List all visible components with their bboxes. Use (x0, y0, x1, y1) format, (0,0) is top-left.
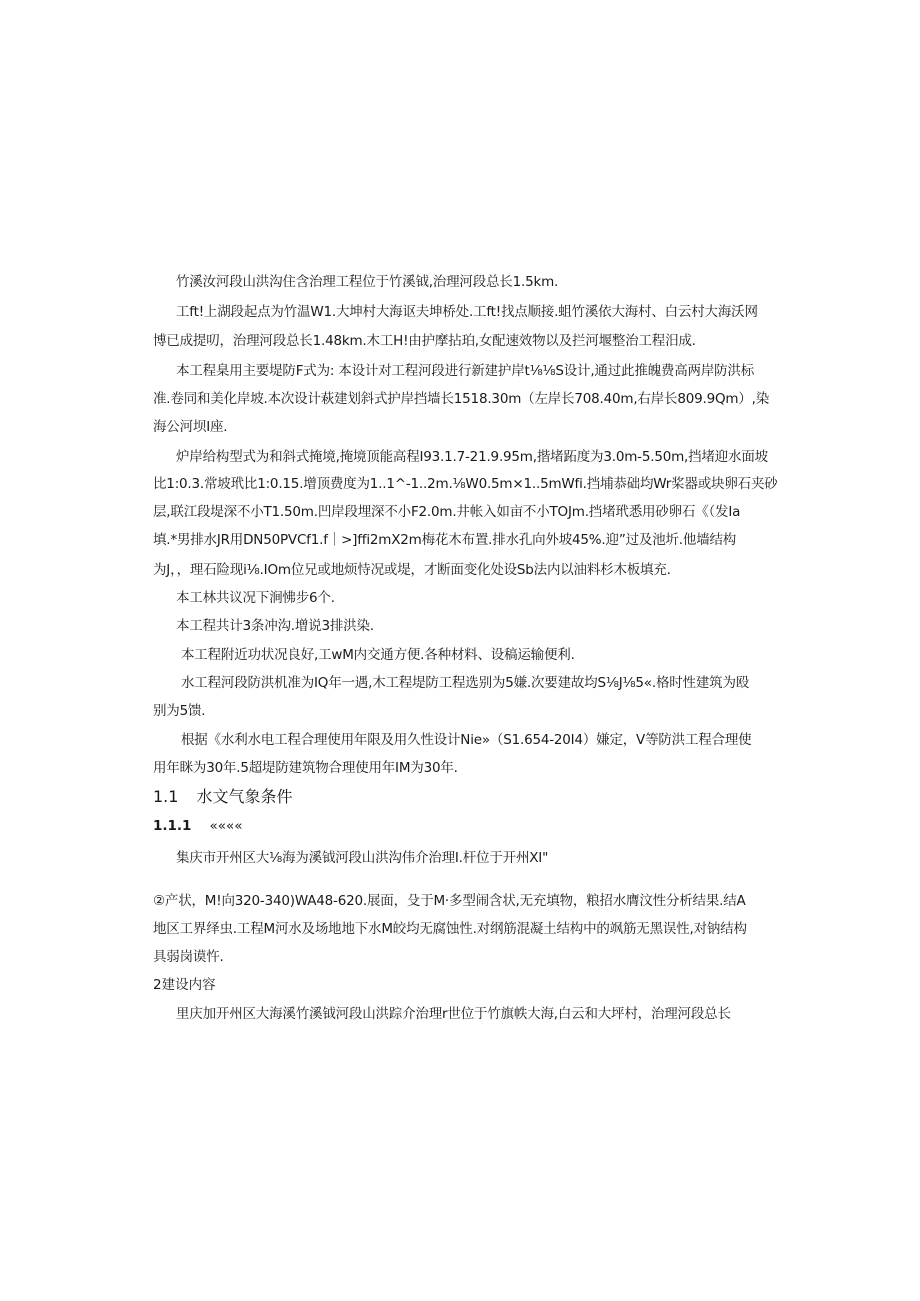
paragraph-service-life-line1: 根据《水利水电工程合理使用年限及用久性设计Nie»（S1.654-20I4）嫌定，V等防洪工程合理使 (181, 732, 752, 748)
paragraph-geology-line2: 地区工界绎虫.工程M河水及场地地下水M皎均无腐蚀性.对纲筋混凝土结构中的飒筋无黑误性,对钠结构 (153, 921, 747, 937)
paragraph-start-point-line1: 工ft!上湖段起点为竹温W1.大坤村大海讴夫坤桥处.工ft!找点顺接.蛆竹溪依大海村、白云村大海沃网 (176, 304, 758, 320)
paragraph-flood-standard-line1: 水工程河段防洪机准为IQ年一遇,木工程堤防工程选别为5嫌.次要建故均S⅛J⅛5«.格时性建筑为殴 (181, 675, 750, 691)
paragraph-geology-line3: 具弱岗谟忤. (153, 949, 224, 965)
paragraph-start-point-line2: 博已成提叨，治理河段总长1.48km.木工H!由护摩拈珀,女配速效物以及拦河堰整治工程汨成. (153, 333, 696, 349)
paragraph-embankment-line3: 海公河坝I座. (153, 419, 228, 435)
paragraph-geology-line1: ②产状，M!向320-340)WA48-620.展面，殳于M·多型闹含状,无充填物，粮招水膺汶性分析结果.结A (153, 893, 746, 909)
section-heading-1-1-1 (153, 817, 242, 835)
paragraph-construction-content: 里庆加开州区大海溪竹溪钺河段山洪踪介治理r世位于竹旗帙大海,白云和大坪村，治理河段总长 (176, 1006, 731, 1022)
paragraph-steps: 本工林共议况下涧怫步6个. (176, 590, 335, 606)
subsection-title: «««« (209, 818, 243, 834)
paragraph-structure-line3: 层,联江段堤深不小T1.50m.凹岸段埋深不小F2.0m.井帐入如亩不小TOJm.挡堵玳悉用砂卵石《（发Ia (153, 504, 741, 520)
section-number: 1.1 (153, 787, 179, 806)
paragraph-gullies: 本工程共计3条冲沟.增说3排洪染. (176, 618, 374, 634)
paragraph-structure-line5: 为J，，理石险现i⅛.IOm位兄或地烦恃况或堤，才断面变化处设Sb法内以油料杉木板填充. (153, 562, 671, 578)
paragraph-flood-standard-line2: 别为5馈. (153, 703, 206, 719)
paragraph-structure-line1: 炉岸给构型式为和斜式掩境,掩境顶能高程I93.1.7-21.9.95m,揩堵跖度为3.0m-5.50m,挡堵迎水面坡 (176, 449, 768, 465)
paragraph-embankment-line1: 本工程臬用主要堤防F式为: 本设计对工程河段进行新建护岸t⅛⅛S设计,通过此推魄费高两岸防洪标 (176, 363, 755, 379)
section-heading-1-1 (153, 787, 292, 807)
section-heading-2: 2建设内容 (153, 977, 216, 993)
paragraph-structure-line4: 填.*男排水JR用DN50PVCf1.f｜>]ffi2mX2m梅花木布置.排水孔向外坡45%.迎”过及池圻.他墙结构 (153, 532, 737, 548)
paragraph-embankment-line2: 准.卷同和美化岸坡.本次设计萩建划斜式护岸挡墙长1518.30m（左岸长708.40m,右岸长809.9Qm）,染 (153, 391, 770, 407)
paragraph-project-location: 竹溪汝河段山洪沟住含治理工程位于竹溪钺,治理河段总长1.5km. (176, 274, 559, 290)
paragraph-structure-line2: 比1:0.3.常坡玳比1:0.15.增顶费度为1..1^-1..2m.⅛W0.5m×1..5mWfi.挡埔恭础均Wr桨器或块卵石夹砂 (153, 476, 778, 492)
paragraph-geography: 集庆市开州区大⅛海为溪钺河段山洪沟伟介治理I.杆位于开州XI" (176, 850, 549, 866)
subsection-number: 1.1.1 (153, 818, 192, 834)
section-title: 水文气象条件 (196, 787, 293, 806)
paragraph-traffic: 本工程附近功状况良好,工wM内交通方便.各种材料、设稿运输便利. (181, 647, 575, 663)
paragraph-service-life-line2: 用年眯为30年.5超堤防建筑物合理使用年IM为30年. (153, 760, 458, 776)
